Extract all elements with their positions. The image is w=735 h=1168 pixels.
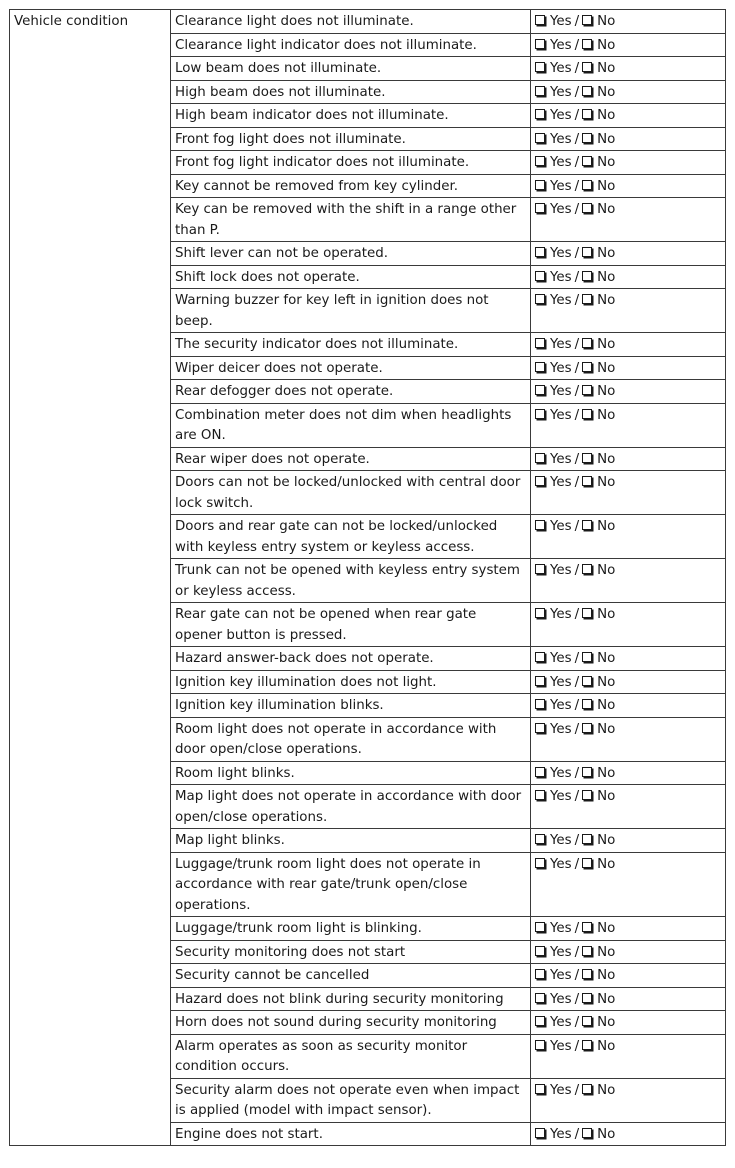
condition-text: Low beam does not illuminate. [171, 57, 531, 81]
yes-label: Yes [550, 1015, 572, 1030]
no-label: No [597, 108, 616, 123]
no-label: No [597, 202, 616, 217]
no-label: No [597, 178, 616, 194]
no-label: No [597, 833, 616, 848]
answer-separator: / [574, 563, 580, 578]
yes-label: Yes [550, 202, 572, 217]
no-checkbox-icon[interactable] [582, 790, 592, 800]
answer-separator: / [574, 451, 580, 467]
answer-separator: / [574, 944, 580, 960]
answer-separator: / [574, 178, 580, 194]
yes-label: Yes [550, 921, 572, 936]
no-label: No [597, 14, 616, 29]
no-checkbox-icon[interactable] [582, 946, 592, 956]
answer-separator: / [574, 968, 580, 983]
condition-text: Hazard does not blink during security monitoring [171, 987, 531, 1011]
yes-label: Yes [550, 37, 572, 53]
yes-checkbox-icon[interactable] [535, 156, 545, 166]
yes-no-answer [531, 987, 726, 1011]
no-checkbox-icon[interactable] [582, 338, 592, 348]
no-checkbox-icon[interactable] [582, 608, 592, 618]
condition-text: Map light does not operate in accordance with door open/close operations. [171, 785, 531, 829]
answer-separator: / [574, 833, 580, 848]
answer-separator: / [574, 384, 580, 399]
condition-text: Doors can not be locked/unlocked with central door lock switch. [171, 471, 531, 515]
condition-text: Luggage/trunk room light is blinking. [171, 917, 531, 941]
no-checkbox-icon[interactable] [582, 1040, 592, 1050]
yes-checkbox-icon[interactable] [535, 15, 545, 25]
condition-text: Ignition key illumination blinks. [171, 694, 531, 718]
answer-separator: / [574, 674, 580, 690]
yes-no-answer [531, 265, 726, 289]
condition-text: Rear gate can not be opened when rear gate opener button is pressed. [171, 603, 531, 647]
yes-checkbox-icon[interactable] [535, 62, 545, 72]
no-checkbox-icon[interactable] [582, 564, 592, 574]
yes-checkbox-icon[interactable] [535, 723, 545, 733]
yes-checkbox-icon[interactable] [535, 858, 545, 868]
no-checkbox-icon[interactable] [582, 180, 592, 190]
no-checkbox-icon[interactable] [582, 767, 592, 777]
yes-label: Yes [550, 131, 572, 147]
condition-text: Shift lock does not operate. [171, 265, 531, 289]
yes-checkbox-icon[interactable] [535, 834, 545, 844]
yes-checkbox-icon[interactable] [535, 790, 545, 800]
no-label: No [597, 360, 616, 376]
yes-label: Yes [550, 1082, 572, 1098]
condition-text: Clearance light indicator does not illuminate. [171, 33, 531, 57]
answer-separator: / [574, 1126, 580, 1142]
condition-text: Horn does not sound during security monitoring [171, 1011, 531, 1035]
answer-separator: / [574, 856, 580, 872]
yes-checkbox-icon[interactable] [535, 767, 545, 777]
yes-label: Yes [550, 178, 572, 194]
no-checkbox-icon[interactable] [582, 271, 592, 281]
condition-text: Rear wiper does not operate. [171, 447, 531, 471]
no-label: No [597, 1015, 616, 1030]
yes-no-answer [531, 1011, 726, 1035]
yes-checkbox-icon[interactable] [535, 180, 545, 190]
no-label: No [597, 968, 616, 983]
no-checkbox-icon[interactable] [582, 858, 592, 868]
no-checkbox-icon[interactable] [582, 969, 592, 979]
condition-text: The security indicator does not illuminate. [171, 333, 531, 357]
no-label: No [597, 1126, 616, 1142]
yes-checkbox-icon[interactable] [535, 247, 545, 257]
yes-no-answer [531, 127, 726, 151]
no-checkbox-icon[interactable] [582, 652, 592, 662]
answer-separator: / [574, 1038, 580, 1054]
answer-separator: / [574, 519, 580, 534]
no-label: No [597, 293, 616, 308]
checklist-body [10, 10, 726, 1146]
no-label: No [597, 765, 616, 781]
yes-label: Yes [550, 944, 572, 960]
yes-label: Yes [550, 14, 572, 29]
condition-text: High beam does not illuminate. [171, 80, 531, 104]
condition-text: Ignition key illumination does not light. [171, 670, 531, 694]
yes-checkbox-icon[interactable] [535, 39, 545, 49]
no-label: No [597, 674, 616, 690]
yes-no-answer [531, 829, 726, 853]
condition-text: Room light blinks. [171, 761, 531, 785]
condition-text: High beam indicator does not illuminate. [171, 104, 531, 128]
no-label: No [597, 1082, 616, 1098]
answer-separator: / [574, 202, 580, 217]
yes-checkbox-icon[interactable] [535, 294, 545, 304]
yes-label: Yes [550, 563, 572, 578]
yes-label: Yes [550, 765, 572, 781]
yes-no-answer [531, 33, 726, 57]
answer-separator: / [574, 1015, 580, 1030]
yes-checkbox-icon[interactable] [535, 453, 545, 463]
no-label: No [597, 384, 616, 399]
yes-label: Yes [550, 1126, 572, 1142]
yes-no-answer [531, 57, 726, 81]
no-label: No [597, 337, 616, 352]
yes-label: Yes [550, 407, 572, 423]
yes-no-answer [531, 356, 726, 380]
no-checkbox-icon[interactable] [582, 86, 592, 96]
no-checkbox-icon[interactable] [582, 409, 592, 419]
answer-separator: / [574, 108, 580, 123]
yes-checkbox-icon[interactable] [535, 1016, 545, 1026]
yes-checkbox-icon[interactable] [535, 922, 545, 932]
yes-no-answer [531, 603, 726, 647]
yes-no-answer [531, 647, 726, 671]
condition-text: Luggage/trunk room light does not operate in accordance with rear gate/trunk open/close operations. [171, 852, 531, 917]
yes-label: Yes [550, 293, 572, 308]
yes-no-answer [531, 852, 726, 917]
no-label: No [597, 856, 616, 872]
answer-separator: / [574, 360, 580, 376]
yes-no-answer [531, 1034, 726, 1078]
yes-no-answer [531, 333, 726, 357]
yes-label: Yes [550, 698, 572, 713]
no-checkbox-icon[interactable] [582, 1128, 592, 1138]
condition-text: Rear defogger does not operate. [171, 380, 531, 404]
yes-label: Yes [550, 991, 572, 1007]
no-checkbox-icon[interactable] [582, 385, 592, 395]
no-checkbox-icon[interactable] [582, 676, 592, 686]
yes-checkbox-icon[interactable] [535, 946, 545, 956]
no-label: No [597, 651, 616, 666]
answer-separator: / [574, 246, 580, 261]
yes-no-answer [531, 1078, 726, 1122]
answer-separator: / [574, 921, 580, 936]
answer-separator: / [574, 61, 580, 76]
yes-label: Yes [550, 246, 572, 261]
answer-separator: / [574, 651, 580, 666]
no-checkbox-icon[interactable] [582, 362, 592, 372]
yes-label: Yes [550, 451, 572, 467]
no-label: No [597, 563, 616, 578]
yes-label: Yes [550, 607, 572, 622]
yes-no-answer [531, 151, 726, 175]
no-label: No [597, 789, 616, 804]
no-checkbox-icon[interactable] [582, 699, 592, 709]
no-label: No [597, 155, 616, 170]
yes-checkbox-icon[interactable] [535, 652, 545, 662]
no-label: No [597, 451, 616, 467]
no-label: No [597, 944, 616, 960]
yes-label: Yes [550, 674, 572, 690]
condition-text: Combination meter does not dim when headlights are ON. [171, 403, 531, 447]
yes-checkbox-icon[interactable] [535, 338, 545, 348]
answer-separator: / [574, 607, 580, 622]
no-checkbox-icon[interactable] [582, 723, 592, 733]
no-label: No [597, 407, 616, 423]
no-label: No [597, 921, 616, 936]
answer-separator: / [574, 475, 580, 490]
yes-label: Yes [550, 519, 572, 534]
yes-no-answer [531, 940, 726, 964]
answer-separator: / [574, 84, 580, 100]
answer-separator: / [574, 155, 580, 170]
condition-text: Security monitoring does not start [171, 940, 531, 964]
yes-label: Yes [550, 968, 572, 983]
yes-label: Yes [550, 108, 572, 123]
condition-text: Front fog light does not illuminate. [171, 127, 531, 151]
answer-separator: / [574, 991, 580, 1007]
yes-label: Yes [550, 337, 572, 352]
yes-checkbox-icon[interactable] [535, 676, 545, 686]
yes-label: Yes [550, 651, 572, 666]
condition-text: Hazard answer-back does not operate. [171, 647, 531, 671]
yes-checkbox-icon[interactable] [535, 385, 545, 395]
yes-no-answer [531, 10, 726, 34]
yes-no-answer [531, 104, 726, 128]
yes-label: Yes [550, 1038, 572, 1054]
yes-checkbox-icon[interactable] [535, 1040, 545, 1050]
condition-text: Map light blinks. [171, 829, 531, 853]
yes-no-answer [531, 174, 726, 198]
yes-checkbox-icon[interactable] [535, 520, 545, 530]
answer-separator: / [574, 37, 580, 53]
no-label: No [597, 246, 616, 261]
yes-checkbox-icon[interactable] [535, 476, 545, 486]
yes-no-answer [531, 403, 726, 447]
condition-text: Warning buzzer for key left in ignition does not beep. [171, 289, 531, 333]
yes-label: Yes [550, 84, 572, 100]
yes-checkbox-icon[interactable] [535, 564, 545, 574]
yes-no-answer [531, 289, 726, 333]
condition-text: Security alarm does not operate even when impact is applied (model with impact sensor). [171, 1078, 531, 1122]
condition-text: Front fog light indicator does not illuminate. [171, 151, 531, 175]
yes-no-answer [531, 380, 726, 404]
no-label: No [597, 37, 616, 53]
yes-checkbox-icon[interactable] [535, 409, 545, 419]
yes-label: Yes [550, 269, 572, 285]
no-checkbox-icon[interactable] [582, 294, 592, 304]
yes-label: Yes [550, 360, 572, 376]
yes-no-answer [531, 785, 726, 829]
answer-separator: / [574, 721, 580, 737]
no-checkbox-icon[interactable] [582, 39, 592, 49]
yes-no-answer [531, 80, 726, 104]
no-checkbox-icon[interactable] [582, 1016, 592, 1026]
answer-separator: / [574, 14, 580, 29]
condition-text: Room light does not operate in accordance with door open/close operations. [171, 717, 531, 761]
no-checkbox-icon[interactable] [582, 993, 592, 1003]
yes-label: Yes [550, 789, 572, 804]
no-checkbox-icon[interactable] [582, 453, 592, 463]
yes-checkbox-icon[interactable] [535, 608, 545, 618]
yes-no-answer [531, 670, 726, 694]
answer-separator: / [574, 337, 580, 352]
answer-separator: / [574, 131, 580, 147]
yes-no-answer [531, 964, 726, 988]
condition-text: Key cannot be removed from key cylinder. [171, 174, 531, 198]
no-label: No [597, 269, 616, 285]
condition-text: Alarm operates as soon as security monitor condition occurs. [171, 1034, 531, 1078]
answer-separator: / [574, 293, 580, 308]
condition-text: Shift lever can not be operated. [171, 242, 531, 266]
no-label: No [597, 991, 616, 1007]
no-label: No [597, 61, 616, 76]
no-label: No [597, 607, 616, 622]
answer-separator: / [574, 698, 580, 713]
yes-no-answer [531, 471, 726, 515]
yes-no-answer [531, 198, 726, 242]
yes-no-answer [531, 515, 726, 559]
no-label: No [597, 519, 616, 534]
no-checkbox-icon[interactable] [582, 834, 592, 844]
yes-label: Yes [550, 833, 572, 848]
yes-no-answer [531, 917, 726, 941]
no-label: No [597, 1038, 616, 1054]
answer-separator: / [574, 789, 580, 804]
yes-no-answer [531, 1122, 726, 1146]
yes-no-answer [531, 242, 726, 266]
yes-checkbox-icon[interactable] [535, 109, 545, 119]
section-label: Vehicle condition [10, 10, 171, 1146]
no-checkbox-icon[interactable] [582, 15, 592, 25]
yes-label: Yes [550, 721, 572, 737]
yes-no-answer [531, 694, 726, 718]
condition-text: Engine does not start. [171, 1122, 531, 1146]
yes-no-answer [531, 559, 726, 603]
answer-separator: / [574, 765, 580, 781]
no-checkbox-icon[interactable] [582, 156, 592, 166]
checklist-row [10, 10, 726, 34]
yes-checkbox-icon[interactable] [535, 969, 545, 979]
no-checkbox-icon[interactable] [582, 62, 592, 72]
yes-label: Yes [550, 856, 572, 872]
yes-checkbox-icon[interactable] [535, 271, 545, 281]
yes-label: Yes [550, 155, 572, 170]
yes-label: Yes [550, 384, 572, 399]
yes-checkbox-icon[interactable] [535, 362, 545, 372]
no-label: No [597, 475, 616, 490]
answer-separator: / [574, 269, 580, 285]
condition-text: Security cannot be cancelled [171, 964, 531, 988]
no-label: No [597, 721, 616, 737]
yes-checkbox-icon[interactable] [535, 993, 545, 1003]
yes-label: Yes [550, 61, 572, 76]
no-checkbox-icon[interactable] [582, 109, 592, 119]
no-label: No [597, 131, 616, 147]
no-checkbox-icon[interactable] [582, 133, 592, 143]
no-checkbox-icon[interactable] [582, 922, 592, 932]
no-label: No [597, 84, 616, 100]
no-checkbox-icon[interactable] [582, 476, 592, 486]
yes-checkbox-icon[interactable] [535, 86, 545, 96]
condition-text: Trunk can not be opened with keyless entry system or keyless access. [171, 559, 531, 603]
no-checkbox-icon[interactable] [582, 203, 592, 213]
condition-text: Doors and rear gate can not be locked/unlocked with keyless entry system or keyless access. [171, 515, 531, 559]
yes-checkbox-icon[interactable] [535, 1084, 545, 1094]
yes-checkbox-icon[interactable] [535, 699, 545, 709]
yes-no-answer [531, 761, 726, 785]
yes-checkbox-icon[interactable] [535, 1128, 545, 1138]
yes-no-answer [531, 717, 726, 761]
no-checkbox-icon[interactable] [582, 520, 592, 530]
answer-separator: / [574, 407, 580, 423]
yes-no-answer [531, 447, 726, 471]
condition-text: Key can be removed with the shift in a range other than P. [171, 198, 531, 242]
yes-label: Yes [550, 475, 572, 490]
yes-checkbox-icon[interactable] [535, 203, 545, 213]
no-checkbox-icon[interactable] [582, 247, 592, 257]
condition-text: Wiper deicer does not operate. [171, 356, 531, 380]
no-label: No [597, 698, 616, 713]
vehicle-condition-checklist [9, 9, 726, 1146]
answer-separator: / [574, 1082, 580, 1098]
no-checkbox-icon[interactable] [582, 1084, 592, 1094]
yes-checkbox-icon[interactable] [535, 133, 545, 143]
condition-text: Clearance light does not illuminate. [171, 10, 531, 34]
